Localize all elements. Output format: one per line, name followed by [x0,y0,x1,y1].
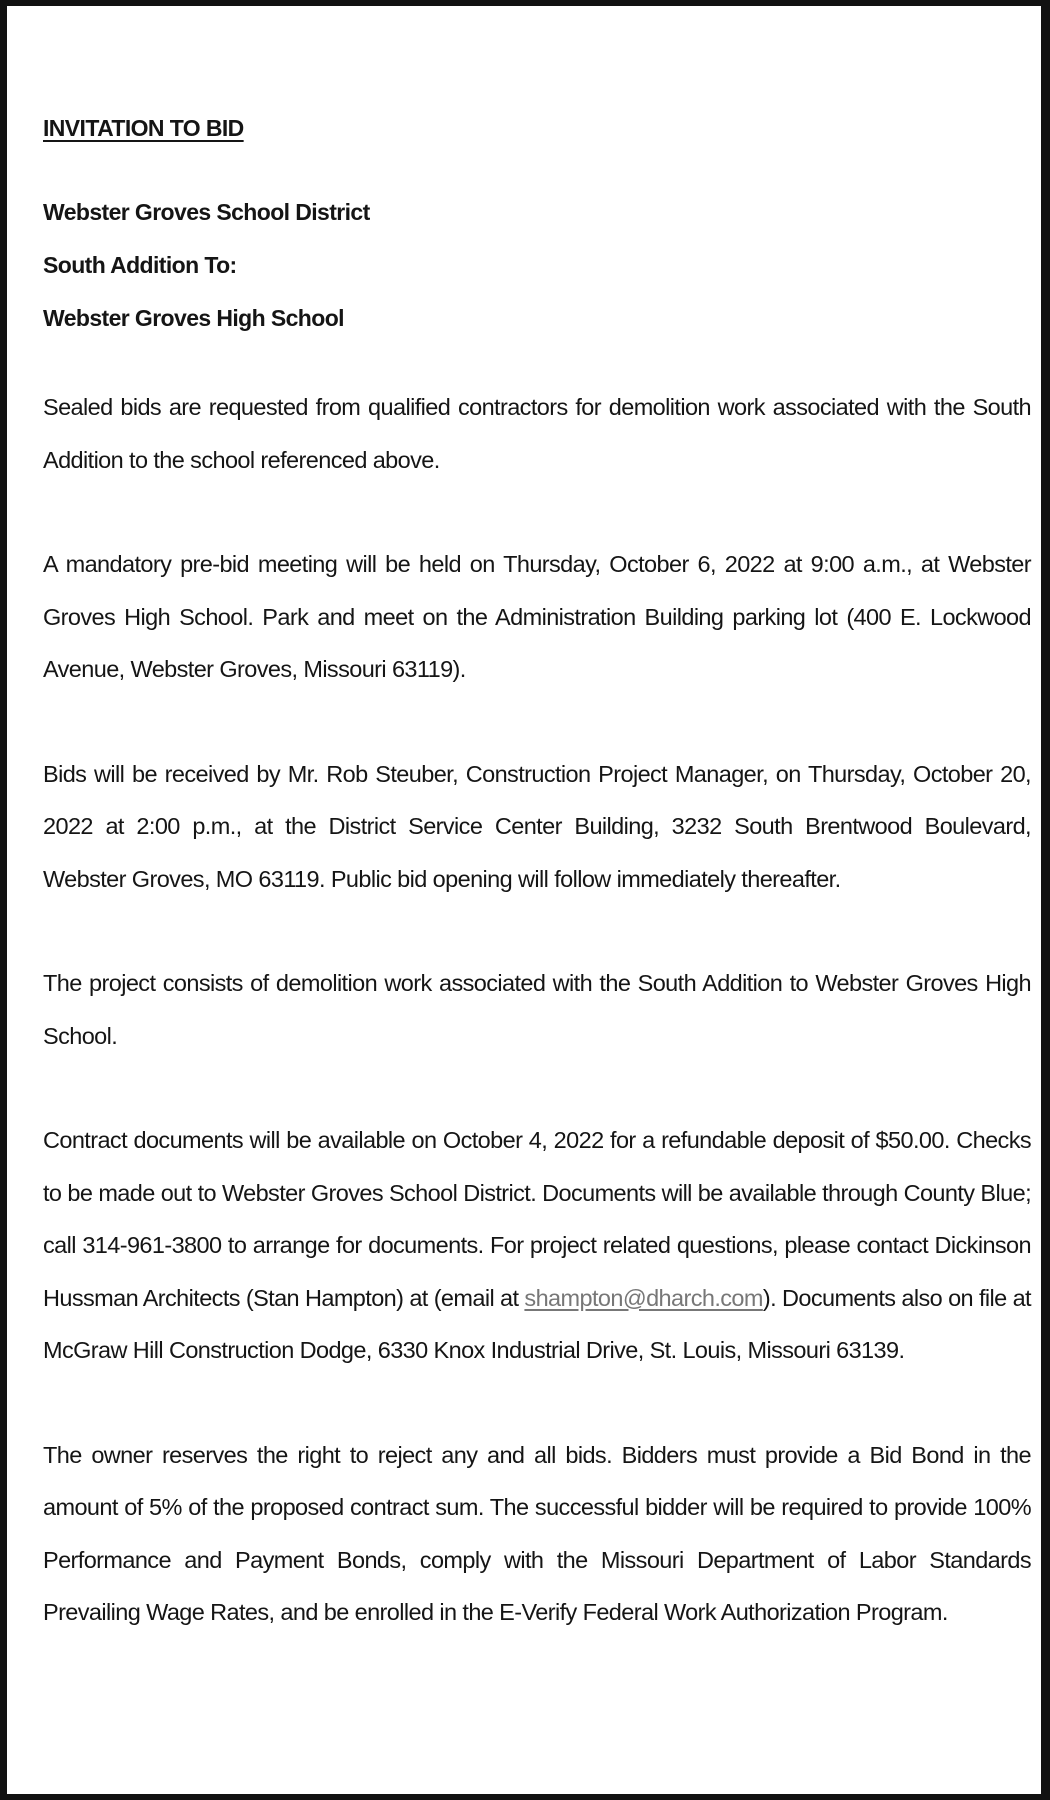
paragraph-scope: Sealed bids are requested from qualified contractors for demolition work associated with the South Addition to the school referenced above. [43,394,1031,473]
addition-label: South Addition To: [43,252,237,278]
paragraph-project: The project consists of demolition work associated with the South Addition to Webster Groves High School. [43,970,1031,1049]
page-title: INVITATION TO BID [43,115,244,141]
bid-notice [43,108,1031,1639]
district-name: Webster Groves School District [43,199,370,225]
documents-text-continued: ). Documents also on file at McGraw Hill Construction Dodge, 6330 Knox Industrial Drive, St. Louis, Missouri 63139. [43,1284,1031,1363]
paragraph-contract-documents [43,1114,1031,1377]
paragraph-bid-receipt: Bids will be received by Mr. Rob Steuber, Construction Project Manager, on Thursday, October 20, 2022 at 2:00 p.m., at the District Service Center Building, 3232 South Brentwood Boulevard, Webster Groves, MO 63119. Public bid opening will follow immediately thereafter. [43,760,1031,892]
email-link[interactable]: shampton@dharch.com [524,1284,763,1311]
school-name: Webster Groves High School [43,305,344,331]
documents-text: Contract documents will be available on October 4, 2022 for a refundable deposit of $50.00. Checks to be made out to Webster Groves School District. Documents will be available through County Blue; call 314-961-3800 to arrange for documents. For project related questions, please contact Dickinson Hussman Architects (Stan Hampton) at (email at [43,1127,1031,1311]
organization-block [43,186,1031,345]
paragraph-pre-bid-meeting: A mandatory pre-bid meeting will be held on Thursday, October 6, 2022 at 9:00 a.m., at Webster Groves High School. Park and meet on the Administration Building parking lot (400 E. Lockwood Avenue, Webster Groves, Missouri 63119). [43,551,1031,682]
paragraph-bonds-requirements: The owner reserves the right to reject any and all bids. Bidders must provide a Bid Bond in the amount of 5% of the proposed contract sum. The successful bidder will be required to provide 100% Performance and Payment Bonds, comply with the Missouri Department of Labor Standards Prevailing Wage Rates, and be enrolled in the E-Verify Federal Work Authorization Program. [43,1441,1031,1625]
